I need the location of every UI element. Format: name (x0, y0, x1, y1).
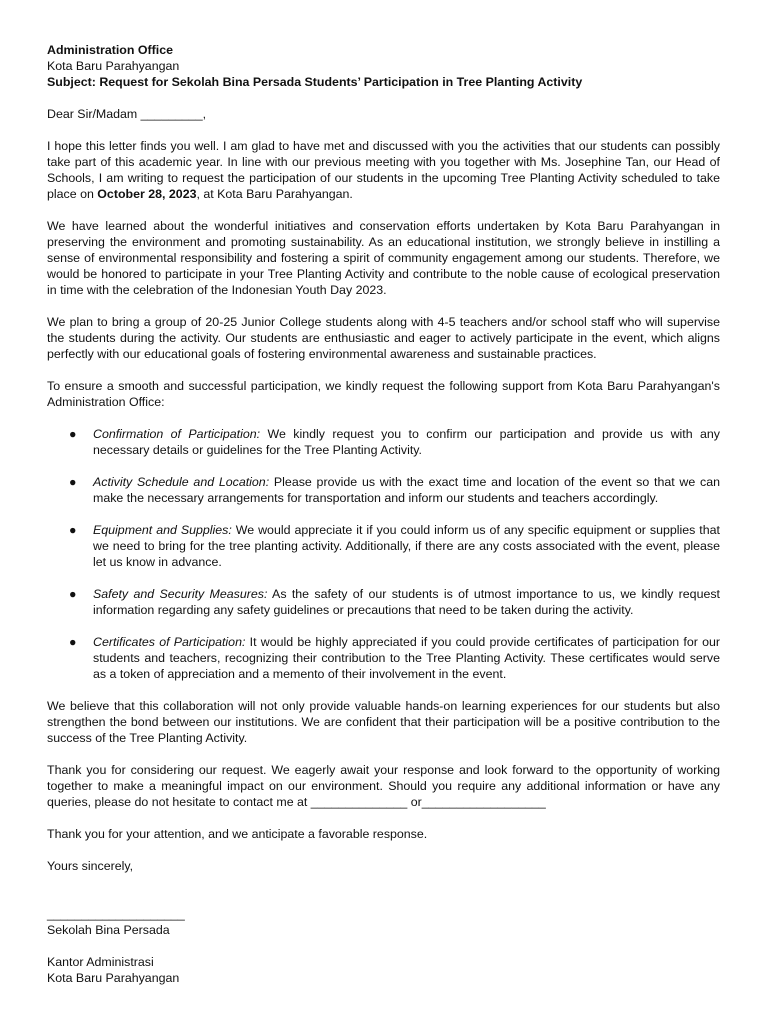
paragraph-collaboration: We believe that this collaboration will not only provide valuable hands-on learning experiences for our students but also strengthen the bond between our institutions. We are confident that their participation will be a positive contribution to the success of the Tree Planting Activity. (47, 699, 720, 745)
valediction: Yours sincerely, (47, 859, 134, 873)
list-item (47, 474, 720, 506)
bullet-icon: ● (69, 523, 77, 537)
list-item-title: Safety and Security Measures: (93, 587, 268, 601)
recipient-office: Administration Office (47, 43, 173, 57)
paragraph-contact: Thank you for considering our request. We eagerly await your response and look forward to the opportunity of working together to make a meaningful impact on our environment. Should you require any additional information or have any queries, please do not hesitate to contact me at ______________ or__________________ (47, 763, 720, 809)
paragraph-initiatives: We have learned about the wonderful initiatives and conservation efforts undertaken by Kota Baru Parahyangan in preserving the environment and promoting sustainability. As an educational institution, we strongly believe in instilling a sense of environmental responsibility and fostering a spirit of community engagement among our students. Therefore, we would be honored to participate in your Tree Planting Activity and contribute to the noble cause of ecological preservation in time with the celebration of the Indonesian Youth Day 2023. (47, 219, 720, 297)
list-item-text: Please provide us with the exact time and location of the event so that we can make the necessary arrangements for transportation and inform our students and teachers accordingly. (93, 475, 721, 505)
list-item-text: It would be highly appreciated if you could provide certificates of participation for our students and teachers, recognizing their contribution to the Tree Planting Activity. These certificates would serve as a token of appreciation and a memento of their involvement in the event. (93, 635, 720, 681)
list-item-title: Equipment and Supplies: (93, 523, 232, 537)
support-list (47, 426, 720, 682)
paragraph-thanks: Thank you for your attention, and we anticipate a favorable response. (47, 827, 428, 841)
list-item-text: As the safety of our students is of utmost importance to us, we kindly request information regarding any safety guidelines or precautions that need to be taken during the activity. (93, 587, 720, 617)
office-location: Kota Baru Parahyangan (47, 971, 180, 985)
list-item-title: Certificates of Participation: (93, 635, 246, 649)
list-item (47, 426, 720, 458)
paragraph-intro (47, 138, 720, 202)
list-item (47, 522, 720, 570)
intro-text-end: , at Kota Baru Parahyangan. (196, 187, 353, 201)
event-date: October 28, 2023 (97, 187, 197, 201)
bullet-icon: ● (69, 427, 77, 441)
bullet-icon: ● (69, 587, 77, 601)
salutation: Dear Sir/Madam _________, (47, 107, 207, 121)
list-item-text: We would appreciate it if you could inform us of any specific equipment or supplies that we need to bring for the tree planting activity. Additionally, if there are any costs associated with the event, please let us know in advance. (93, 523, 720, 569)
recipient-location: Kota Baru Parahyangan (47, 59, 180, 73)
bullet-icon: ● (69, 635, 77, 649)
list-item (47, 634, 720, 682)
paragraph-group-plan: We plan to bring a group of 20-25 Junior College students along with 4-5 teachers and/or school staff who will supervise the students during the activity. Our students are enthusiastic and eager to actively participate in the event, which aligns perfectly with our educational goals of fostering environmental awareness and sustainable practices. (47, 315, 720, 361)
list-item-text: We kindly request you to confirm our participation and provide us with any necessary details or guidelines for the Tree Planting Activity. (93, 427, 721, 457)
bullet-icon: ● (69, 475, 77, 489)
intro-text: I hope this letter finds you well. I am glad to have met and discussed with you the activities that our students can possibly take part of this academic year. In line with our previous meeting with you together with Ms. Josephine Tan, our Head of Schools, I am writing to request the participation of our students in the upcoming Tree Planting Activity scheduled to take place on (47, 139, 720, 201)
signature-line: ____________________ (47, 907, 185, 921)
office-label: Kantor Administrasi (47, 955, 154, 969)
paragraph-support-request: To ensure a smooth and successful participation, we kindly request the following support from Kota Baru Parahyangan's Administration Office: (47, 379, 720, 409)
list-item (47, 586, 720, 618)
list-item-title: Activity Schedule and Location: (93, 475, 270, 489)
list-item-title: Confirmation of Participation: (93, 427, 261, 441)
letter-subject: Subject: Request for Sekolah Bina Persada Students’ Participation in Tree Planting Activity (47, 75, 583, 89)
signatory-school: Sekolah Bina Persada (47, 923, 170, 937)
